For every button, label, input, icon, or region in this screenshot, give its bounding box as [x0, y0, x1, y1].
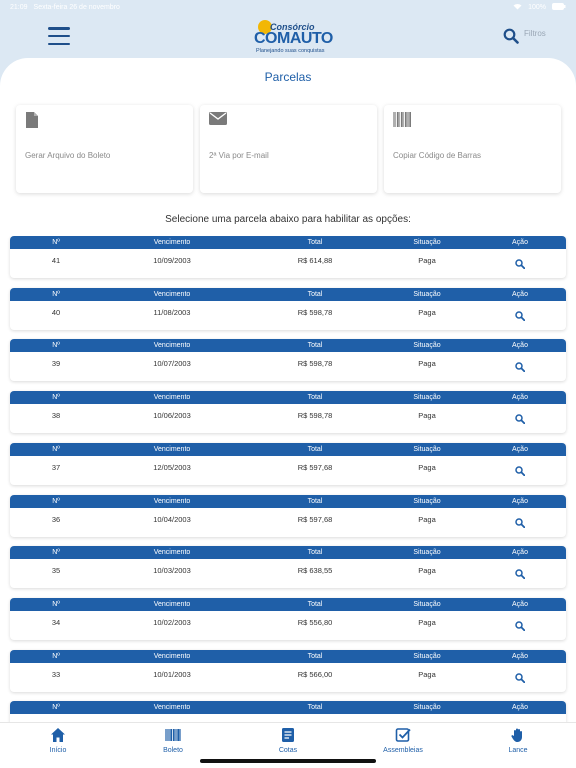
- column-header: Nº: [52, 290, 60, 298]
- nav-inicio[interactable]: [23, 727, 93, 761]
- due-date: 10/04/2003: [153, 514, 191, 524]
- search-icon[interactable]: [515, 362, 525, 372]
- column-header: Nº: [52, 394, 60, 402]
- parcela-number: 35: [51, 566, 61, 576]
- nav-assembleias[interactable]: [368, 727, 438, 761]
- page-title: Parcelas: [264, 70, 312, 84]
- option-label: 2ª Via por E-mail: [209, 151, 269, 160]
- column-header: Nº: [52, 239, 60, 246]
- parcela-number: 33: [51, 669, 61, 679]
- nav-cotas[interactable]: [253, 727, 323, 761]
- status-text: Paga: [418, 359, 436, 369]
- nav-label: Assembleias: [383, 747, 423, 754]
- parcela-row[interactable]: [10, 443, 566, 485]
- column-header: Nº: [52, 445, 60, 453]
- total-amount: R$ 598,78: [297, 411, 333, 421]
- search-icon[interactable]: [515, 621, 525, 631]
- parcelas-table: [0, 236, 576, 722]
- battery-icon: [552, 3, 566, 12]
- due-date: 10/06/2003: [153, 411, 191, 421]
- nav-boleto[interactable]: [138, 727, 208, 761]
- option-label: Copiar Código de Barras: [393, 151, 482, 160]
- column-header: Total: [307, 704, 323, 712]
- envelope-icon: [209, 112, 227, 128]
- column-header: Vencimento: [153, 549, 191, 557]
- nav-lance[interactable]: [483, 727, 553, 761]
- logo-brand-text: COMAUTO: [254, 30, 333, 47]
- home-icon: [50, 727, 66, 743]
- column-header: Situação: [413, 549, 441, 557]
- column-header: Situação: [413, 704, 441, 712]
- column-header: Situação: [413, 239, 441, 246]
- status-time: 21:09: [10, 3, 28, 11]
- search-icon[interactable]: [515, 414, 525, 424]
- parcela-row-header: [10, 650, 566, 663]
- column-header: Total: [307, 497, 323, 505]
- search-icon[interactable]: [515, 311, 525, 321]
- parcela-row-body: [10, 663, 566, 692]
- column-header: Total: [307, 239, 323, 246]
- status-bar: [0, 0, 576, 14]
- column-header: Total: [307, 342, 323, 350]
- column-header: Situação: [413, 497, 441, 505]
- column-header: Nº: [52, 342, 60, 350]
- column-header: Vencimento: [153, 497, 191, 505]
- column-header: Total: [307, 549, 323, 557]
- column-header: Vencimento: [153, 394, 191, 402]
- parcela-row-header: [10, 236, 566, 249]
- parcela-number: 41: [51, 256, 61, 265]
- status-text: Paga: [418, 617, 436, 627]
- checkbox-icon: [395, 727, 411, 743]
- due-date: 12/05/2003: [153, 462, 191, 472]
- total-amount: R$ 614,88: [297, 256, 333, 265]
- logo-small-text: Consórcio: [270, 22, 315, 32]
- column-header: Total: [307, 445, 323, 453]
- generate-boleto-button[interactable]: [16, 105, 193, 193]
- column-header: Ação: [512, 652, 528, 660]
- nav-label: Cotas: [278, 747, 298, 754]
- parcela-row-header: [10, 546, 566, 559]
- parcela-row-header: [10, 495, 566, 508]
- parcela-number: 37: [51, 462, 61, 472]
- parcela-number: 38: [51, 411, 61, 421]
- column-header: Ação: [512, 342, 528, 350]
- column-header: Nº: [52, 704, 60, 712]
- parcelas-sheet: [0, 58, 576, 722]
- due-date: 10/03/2003: [153, 566, 191, 576]
- parcela-row[interactable]: [10, 339, 566, 381]
- column-header: Total: [307, 600, 323, 608]
- search-icon[interactable]: [515, 518, 525, 528]
- file-icon: [25, 112, 43, 128]
- status-text: Paga: [418, 514, 436, 524]
- option-label: Gerar Arquivo do Boleto: [25, 151, 111, 160]
- barcode-icon: [165, 727, 181, 743]
- column-header: Situação: [413, 600, 441, 608]
- hamburger-line: [48, 43, 70, 46]
- search-icon[interactable]: [503, 28, 519, 44]
- column-header: Situação: [413, 394, 441, 402]
- parcela-row[interactable]: [10, 236, 566, 278]
- column-header: Nº: [52, 652, 60, 660]
- parcela-row[interactable]: [10, 391, 566, 433]
- column-header: Situação: [413, 290, 441, 298]
- parcela-row-body: [10, 611, 566, 640]
- parcela-row-header: [10, 391, 566, 404]
- email-second-copy-button[interactable]: [200, 105, 377, 193]
- column-header: Ação: [512, 290, 528, 298]
- filters-label[interactable]: Filtros: [524, 29, 546, 38]
- hand-icon: [510, 727, 526, 743]
- column-header: Situação: [413, 652, 441, 660]
- column-header: Ação: [512, 704, 528, 712]
- barcode-icon: [393, 112, 411, 128]
- hamburger-line: [48, 35, 70, 38]
- column-header: Ação: [512, 394, 528, 402]
- column-header: Ação: [512, 239, 528, 246]
- parcela-row-body: [10, 301, 566, 330]
- due-date: 10/02/2003: [153, 617, 191, 627]
- parcela-row-header: [10, 701, 566, 714]
- parcela-row-body: [10, 559, 566, 588]
- hamburger-line: [48, 27, 70, 30]
- parcela-number: 40: [51, 307, 61, 317]
- column-header: Ação: [512, 445, 528, 453]
- parcela-row-body: [10, 508, 566, 537]
- search-icon[interactable]: [515, 673, 525, 683]
- parcela-row-header: [10, 598, 566, 611]
- parcela-row[interactable]: [10, 598, 566, 640]
- battery-level: 100%: [528, 3, 546, 11]
- menu-button[interactable]: [48, 27, 70, 45]
- column-header: Vencimento: [153, 704, 191, 712]
- column-header: Situação: [413, 342, 441, 350]
- column-header: Situação: [413, 445, 441, 453]
- total-amount: R$ 566,00: [297, 669, 333, 679]
- column-header: Vencimento: [153, 290, 191, 298]
- column-header: Nº: [52, 600, 60, 608]
- column-header: Total: [307, 290, 323, 298]
- parcela-number: 36: [51, 514, 61, 524]
- search-icon[interactable]: [515, 466, 525, 476]
- parcela-row[interactable]: [10, 495, 566, 537]
- wifi-icon: [513, 3, 522, 12]
- parcela-row[interactable]: [10, 650, 566, 692]
- nav-label: Lance: [508, 747, 528, 754]
- app-header: [0, 14, 576, 64]
- column-header: Total: [307, 652, 323, 660]
- total-amount: R$ 598,78: [297, 307, 333, 317]
- parcela-row-body: [10, 352, 566, 381]
- due-date: 10/01/2003: [153, 669, 191, 679]
- document-icon: [280, 727, 296, 743]
- total-amount: R$ 597,68: [297, 514, 333, 524]
- nav-label: Boleto: [163, 747, 183, 754]
- parcela-row-header: [10, 288, 566, 301]
- column-header: Vencimento: [153, 445, 191, 453]
- total-amount: R$ 638,55: [297, 566, 333, 576]
- status-text: Paga: [418, 256, 436, 265]
- total-amount: R$ 597,68: [297, 462, 333, 472]
- home-indicator: [200, 759, 376, 763]
- search-icon[interactable]: [515, 259, 525, 269]
- parcela-row[interactable]: [10, 288, 566, 330]
- logo-tagline: Planejando suas conquistas: [256, 48, 325, 54]
- column-header: Ação: [512, 497, 528, 505]
- total-amount: R$ 556,80: [297, 617, 333, 627]
- column-header: Vencimento: [153, 239, 191, 246]
- column-header: Ação: [512, 549, 528, 557]
- parcela-row[interactable]: [10, 546, 566, 588]
- column-header: Vencimento: [153, 342, 191, 350]
- total-amount: R$ 598,78: [297, 359, 333, 369]
- instruction-text: Selecione uma parcela abaixo para habilitar as opções:: [165, 214, 411, 225]
- status-text: Paga: [418, 462, 436, 472]
- column-header: Total: [307, 394, 323, 402]
- parcela-row-body: [10, 456, 566, 485]
- column-header: Vencimento: [153, 600, 191, 608]
- copy-barcode-button[interactable]: [384, 105, 561, 193]
- status-text: Paga: [418, 411, 436, 421]
- comauto-logo: [252, 20, 333, 60]
- parcela-row-body: [10, 404, 566, 433]
- status-date: Sexta-feira 26 de novembro: [33, 3, 120, 11]
- status-text: Paga: [418, 669, 436, 679]
- parcela-row-header: [10, 339, 566, 352]
- parcela-row-body: [10, 249, 566, 278]
- column-header: Nº: [52, 549, 60, 557]
- due-date: 11/08/2003: [153, 307, 191, 317]
- nav-label: Início: [49, 747, 67, 754]
- parcela-row[interactable]: [10, 701, 566, 722]
- search-icon[interactable]: [515, 569, 525, 579]
- column-header: Vencimento: [153, 652, 191, 660]
- column-header: Ação: [512, 600, 528, 608]
- parcela-number: 34: [51, 617, 61, 627]
- due-date: 10/07/2003: [153, 359, 191, 369]
- due-date: 10/09/2003: [153, 256, 191, 265]
- column-header: Nº: [52, 497, 60, 505]
- status-text: Paga: [418, 307, 436, 317]
- parcela-row-header: [10, 443, 566, 456]
- parcela-number: 39: [51, 359, 61, 369]
- status-text: Paga: [418, 566, 436, 576]
